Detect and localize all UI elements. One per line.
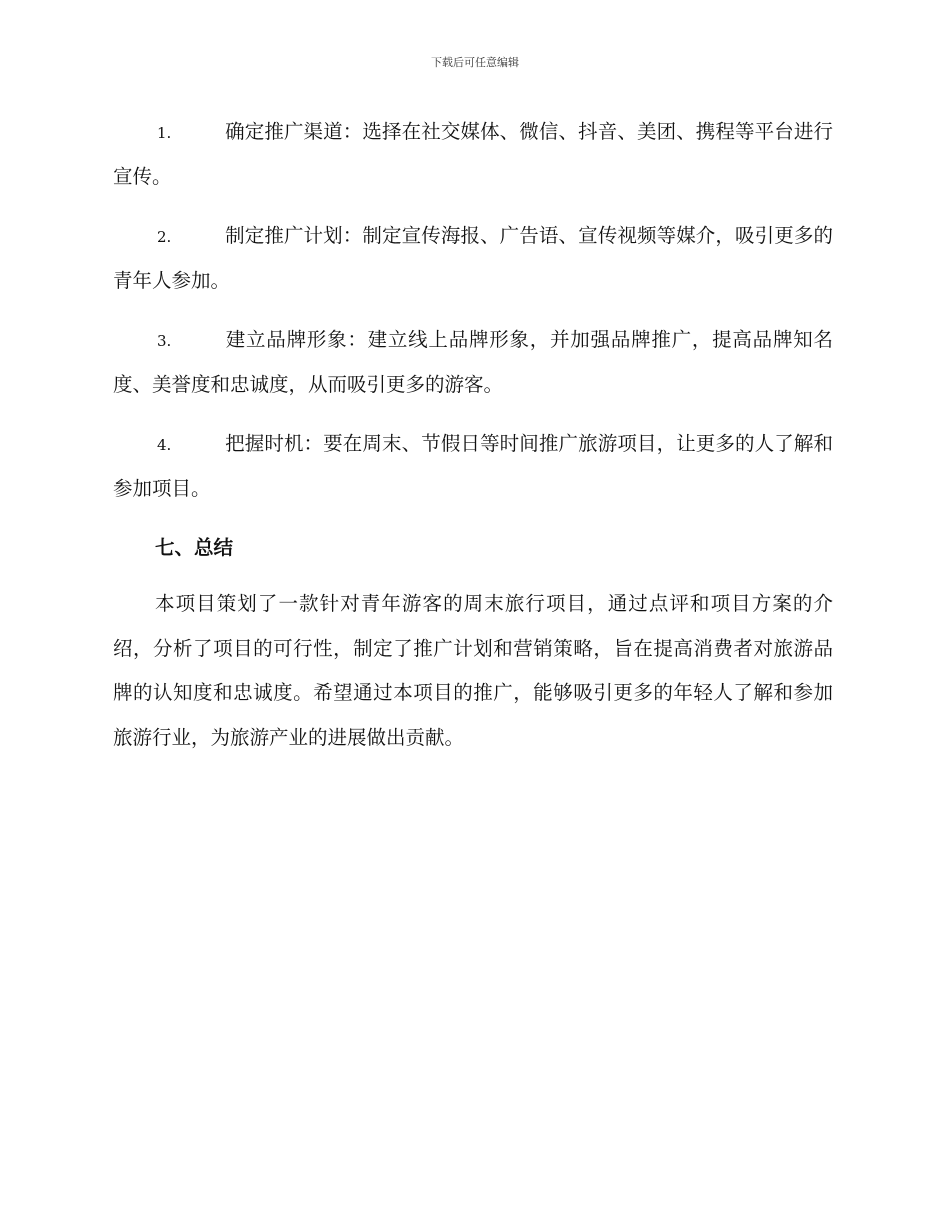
list-item-2 — [113, 214, 833, 303]
document-content — [113, 110, 833, 760]
list-number: 3. — [157, 332, 172, 350]
list-text: 确定推广渠道：选择在社交媒体、微信、抖音、美团、携程等平台进行宣传。 — [113, 120, 833, 188]
section-heading-summary: 七、总结 — [155, 536, 234, 559]
summary-paragraph: 本项目策划了一款针对青年游客的周末旅行项目，通过点评和项目方案的介绍，分析了项目的可行性，制定了推广计划和营销策略，旨在提高消费者对旅游品牌的认知度和忠诚度。希望通过本项目的推广，能够吸引更多的年轻人了解和参加旅游行业，为旅游产业的进展做出贡献。 — [113, 592, 833, 749]
list-text: 建立品牌形象：建立线上品牌形象，并加强品牌推广，提高品牌知名度、美誉度和忠诚度，从而吸引更多的游客。 — [113, 328, 833, 396]
list-number: 4. — [157, 436, 172, 454]
list-item-4 — [113, 422, 833, 511]
header-note: 下载后可任意编辑 — [431, 56, 519, 69]
list-text: 把握时机：要在周末、节假日等时间推广旅游项目，让更多的人了解和参加项目。 — [113, 432, 833, 500]
list-item-3 — [113, 318, 833, 407]
list-item-1 — [113, 110, 833, 199]
list-text: 制定推广计划：制定宣传海报、广告语、宣传视频等媒介，吸引更多的青年人参加。 — [113, 224, 833, 292]
list-number: 2. — [157, 228, 172, 246]
list-number: 1. — [157, 124, 172, 142]
